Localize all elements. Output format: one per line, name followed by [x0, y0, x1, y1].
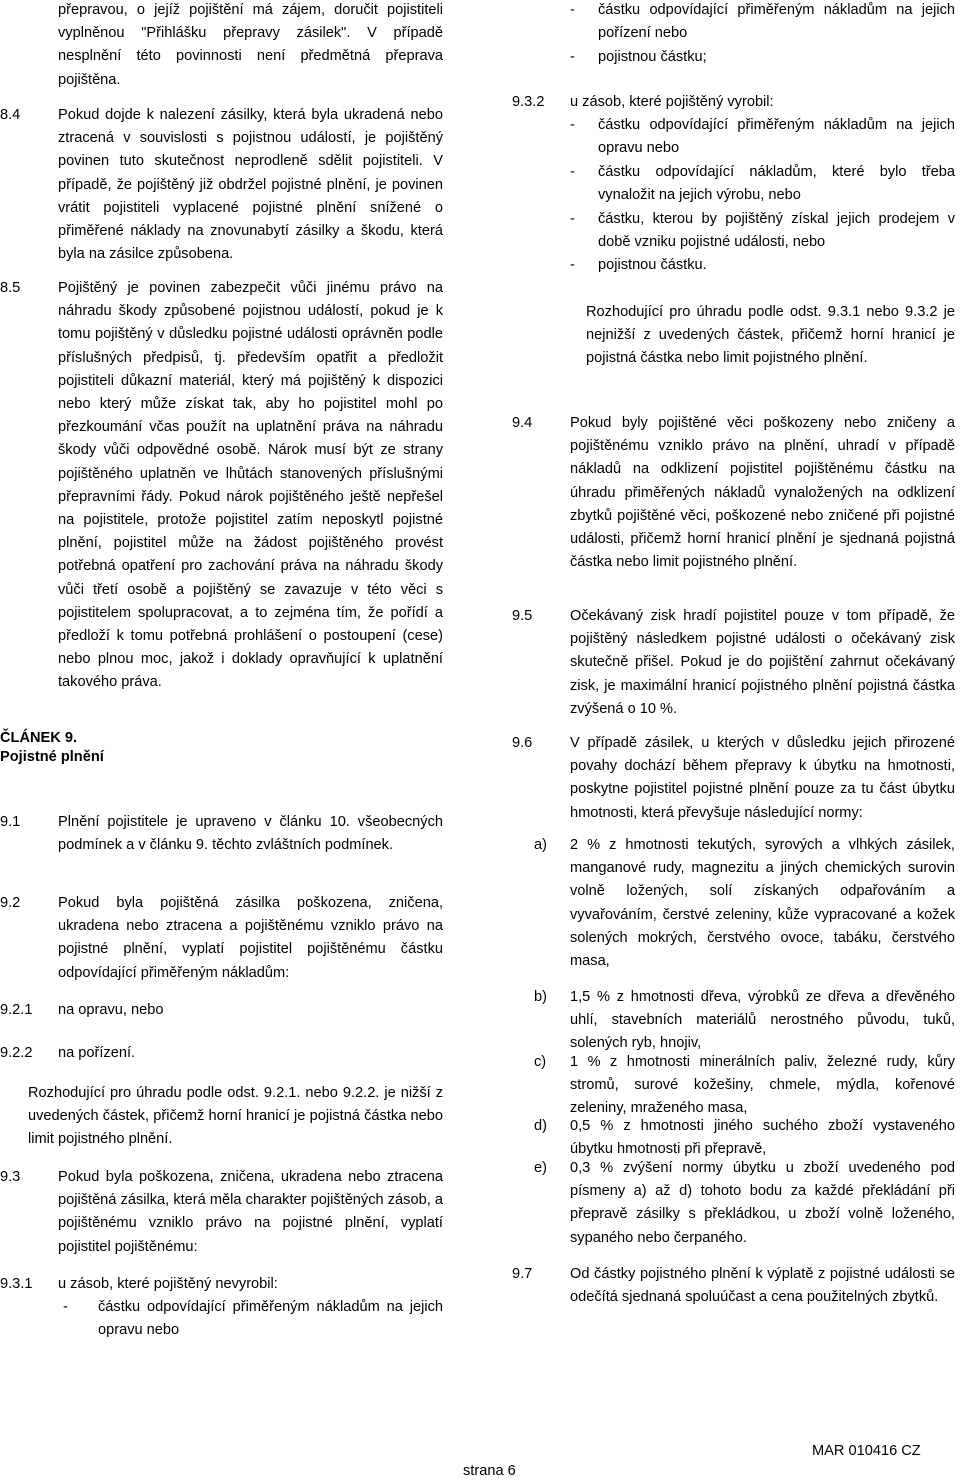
decisive-note-9-3: Rozhodující pro úhradu podle odst. 9.3.1 nebo 9.3.2 je nejnižší z uvedených částek, přičemž horní hranicí je pojistná částka nebo limit pojistného plnění.: [586, 304, 955, 367]
section-9-2-1-text: na opravu, nebo: [58, 1002, 164, 1018]
section-9-3-2-dash-2: [570, 161, 955, 209]
item-label-c: c): [534, 1054, 547, 1070]
section-9-2-2-text: na pořízení.: [58, 1045, 136, 1061]
section-9-3-2-dash-3: [570, 208, 955, 256]
item-text-c: 1 % z hmotnosti minerálních paliv, železné rudy, kůry stromů, surové kožešiny, chmele, mýdla, kořenové zeleniny, mraženého masa,: [570, 1054, 955, 1117]
section-number-9-2: 9.2: [0, 895, 21, 911]
section-9-3-1-dash-item: [63, 1296, 443, 1344]
item-text-a: 2 % z hmotnosti tekutých, syrových a vlhkých zásilek, manganové rudy, magnezitu a jiných chemických surovin volně ložených, solí získaných odpařováním a vyvařováním, čerstvé zeleniny, kůže vypracované a kožek solených mokrých, čerstvého ovoce, tabáku, čerstvého masa,: [570, 837, 955, 970]
dash-marker: -: [570, 117, 575, 133]
article-heading: ČLÁNEK 9.: [0, 730, 78, 746]
dash-item-text: částku odpovídající nákladům, které bylo třeba vynaložit na jejich výrobu, nebo: [598, 164, 955, 204]
dash-item-text: částku odpovídající přiměřeným nákladům na jejich pořízení nebo: [598, 2, 955, 42]
cont-dash-item-1: [570, 0, 955, 47]
section-number-8-4: 8.4: [0, 107, 21, 123]
item-label-a: a): [534, 837, 547, 853]
item-label-d: d): [534, 1118, 547, 1134]
document-code: MAR 010416 CZ: [812, 1443, 921, 1459]
page-number: strana 6: [463, 1463, 516, 1479]
section-number-9-3: 9.3: [0, 1169, 21, 1185]
item-label-b: b): [534, 989, 547, 1005]
article-subheading: Pojistné plnění: [0, 749, 104, 765]
section-number-9-3-2: 9.3.2: [512, 94, 545, 110]
dash-item-text: částku odpovídající přiměřeným nákladům na jejich opravu nebo: [598, 117, 955, 157]
dash-marker: -: [570, 164, 575, 180]
cont-dash-item-2: [570, 46, 955, 70]
dash-marker: -: [570, 211, 575, 227]
section-9-3-2-dash-1: [570, 114, 955, 162]
dash-marker: -: [570, 257, 575, 273]
dash-item-text: pojistnou částku;: [598, 49, 707, 65]
section-9-4-text: Pokud byly pojištěné věci poškozeny nebo zničeny a pojištěnému vzniklo právo na plnění, uhradí v případě nákladů na odklizení pojistitel pojištěnému částku na úhradu přiměřených nákladů vynaložených na odklizení zbytků pojištěné věci, poškozené nebo zničené při pojistné události, přičemž horní hranicí plnění je sjednaná pojistná částka nebo limit pojistného plnění.: [570, 415, 955, 571]
section-8-4-text: Pokud dojde k nalezení zásilky, která byla ukradená nebo ztracená v souvislosti s pojistnou událostí, je pojištěný povinen tuto skutečnost neprodleně sdělit pojistiteli. V případě, že pojištěný již obdržel pojistné plnění, je povinen vrátit pojistiteli vyplacené pojistné plnění snížené o přiměřené náklady na znovunabytí zásilky a škodu, která byla na zásilce způsobena.: [58, 107, 443, 263]
section-8-5-text: Pojištěný je povinen zabezpečit vůči jinému právo na náhradu škody způsobené pojistnou událostí, pokud je k tomu pojištěný v důsledku pojistné události oprávněn podle příslušných předpisů, tj. především opatřit a předložit pojistiteli důkazní materiál, který má pojištěný k dispozici nebo který může získat tak, aby ho pojistitel mohl po přezkoumání včas použít na uplatnění práva na náhradu škody vůči odpovědné osobě. Nárok musí být ze strany pojištěného uplatněn ve lhůtách stanovených příslušnými přepravními řády. Pokud nárok pojištěného ještě nepřešel na pojistitele, protože pojistitel zatím neposkytl pojistné plnění, pojistitel může na žádost pojištěného provést potřebná opatření pro zachování práva na náhradu škody vůči třetí osobě a pojištěný se zavazuje v této věci s pojistitelem spolupracovat, a to zejména tím, že pořídí a předloží k tomu potřebná prohlášení o postoupení (cese) nebo plnou moc, jakož i doklady opravňující k uplatnění takového práva.: [58, 280, 443, 691]
item-label-e: e): [534, 1160, 547, 1176]
section-number-9-6: 9.6: [512, 735, 533, 751]
section-number-9-7: 9.7: [512, 1266, 533, 1282]
section-9-3-2-text: u zásob, které pojištěný vyrobil:: [570, 94, 774, 110]
section-number-9-2-1: 9.2.1: [0, 1002, 33, 1018]
dash-marker: -: [570, 49, 575, 65]
section-9-6-text: V případě zásilek, u kterých v důsledku jejich přirozené povahy dochází během přepravy k úbytku na hmotnosti, poskytne pojistitel pojistné plnění pouze za tu část úbytku hmotnosti, která převyšuje následující normy:: [570, 735, 955, 821]
intro-paragraph: přepravou, o jejíž pojištění má zájem, doručit pojistiteli vyplněnou "Přihlášku přepravy zásilek". V případě nesplnění této povinnosti není předmětná přeprava pojištěna.: [58, 2, 443, 88]
item-text-b: 1,5 % z hmotnosti dřeva, výrobků ze dřeva a dřevěného uhlí, stavebních materiálů nerostného původu, tuků, solených ryb, hnojiv,: [570, 989, 955, 1052]
item-text-e: 0,3 % zvýšení normy úbytku u zboží uvedeného pod písmeny a) až d) tohoto bodu za každé překládání při přepravě zásilky s překládkou, u zboží volně loženého, sypaného nebo čerpaného.: [570, 1160, 955, 1246]
section-9-1-text: Plnění pojistitele je upraveno v článku 10. všeobecných podmínek a v článku 9. těchto zvláštních podmínek.: [58, 814, 443, 854]
item-text-d: 0,5 % z hmotnosti jiného suchého zboží vystaveného úbytku hmotnosti při přepravě,: [570, 1118, 955, 1158]
dash-item-text: částku, kterou by pojištěný získal jejich prodejem v době vzniku pojistné události, nebo: [598, 211, 955, 251]
section-9-3-1-text: u zásob, které pojištěný nevyrobil:: [58, 1276, 278, 1292]
section-number-9-2-2: 9.2.2: [0, 1045, 33, 1061]
section-number-8-5: 8.5: [0, 280, 21, 296]
section-number-9-5: 9.5: [512, 608, 533, 624]
dash-marker: -: [63, 1299, 68, 1315]
dash-item-text: částku odpovídající přiměřeným nákladům na jejich opravu nebo: [98, 1299, 443, 1339]
section-9-2-text: Pokud byla pojištěná zásilka poškozena, zničena, ukradena nebo ztracena a pojištěnému vzniklo právo na pojistné plnění, vyplatí pojistitel pojištěnému částku odpovídající přiměřeným nákladům:: [58, 895, 443, 981]
section-9-5-text: Očekávaný zisk hradí pojistitel pouze v tom případě, že pojištěný následkem pojistné události o očekávaný zisk skutečně přišel. Pokud je do pojištění zahrnut očekávaný zisk, je maximální hranicí pojistného plnění pojistná částka zvýšená o 10 %.: [570, 608, 955, 717]
section-9-7-text: Od částky pojistného plnění k výplatě z pojistné události se odečítá sjednaná spoluúčast a cena použitelných zbytků.: [570, 1266, 955, 1306]
dash-item-text: pojistnou částku.: [598, 257, 707, 273]
dash-marker: -: [570, 2, 575, 18]
section-number-9-1: 9.1: [0, 814, 21, 830]
section-9-3-text: Pokud byla poškozena, zničena, ukradena nebo ztracena pojištěná zásilka, která měla charakter pojištěných zásob, a pojištěnému vzniklo právo na pojistné plnění, vyplatí pojistitel pojištěnému:: [58, 1169, 443, 1255]
section-number-9-4: 9.4: [512, 415, 533, 431]
section-9-3-2-dash-4: [570, 254, 955, 278]
section-number-9-3-1: 9.3.1: [0, 1276, 33, 1292]
decisive-note-9-2: Rozhodující pro úhradu podle odst. 9.2.1. nebo 9.2.2. je nižší z uvedených částek, přičemž horní hranicí je pojistná částka nebo limit pojistného plnění.: [28, 1085, 443, 1148]
